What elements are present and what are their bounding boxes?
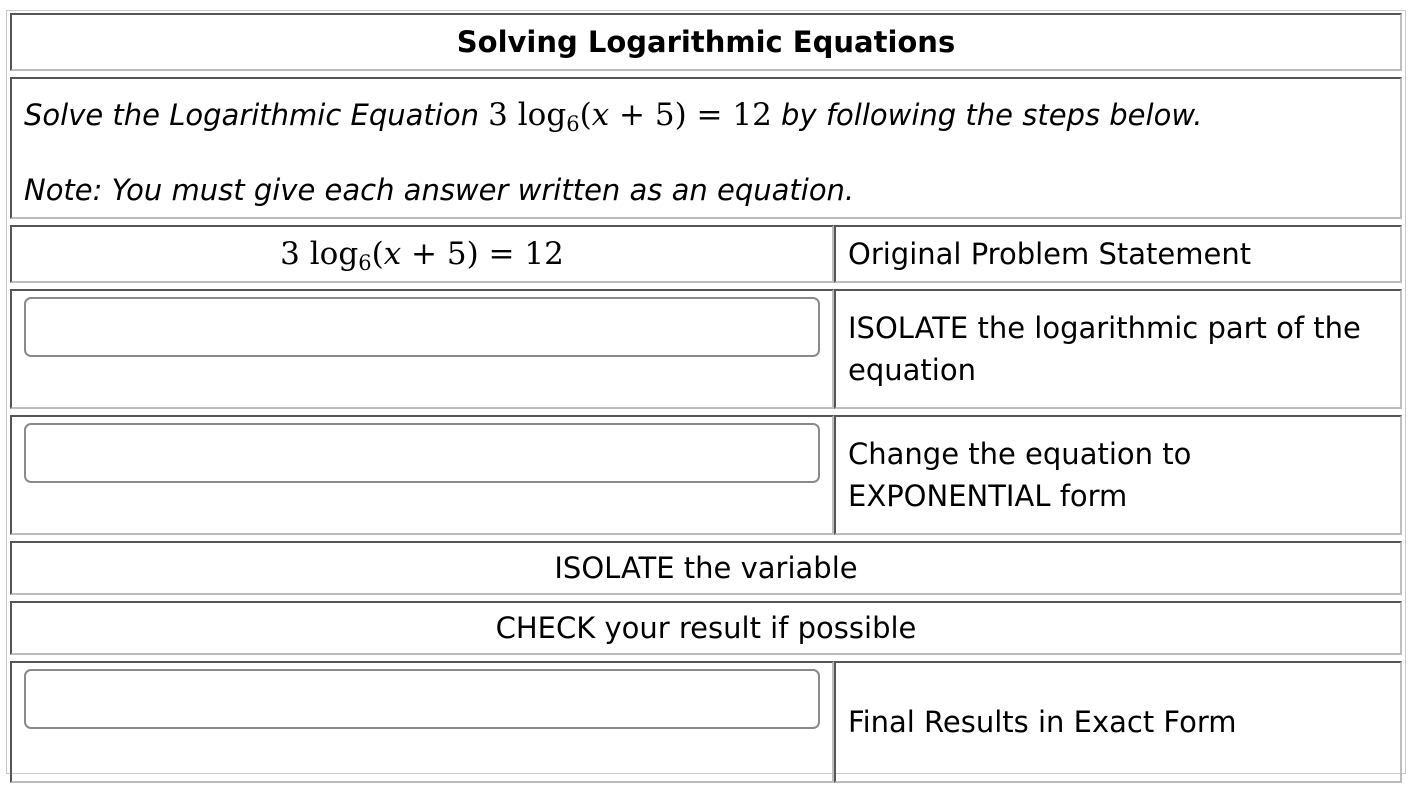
- isolate-log-cell: [10, 289, 834, 409]
- isolate-log-input[interactable]: [24, 297, 820, 357]
- instruction-suffix: by following the steps below.: [771, 97, 1203, 132]
- final-result-input[interactable]: [24, 669, 820, 729]
- instructions: [10, 77, 1402, 219]
- worksheet-title: Solving Logarithmic Equations: [10, 13, 1402, 71]
- final-result-label: Final Results in Exact Form: [834, 661, 1402, 783]
- original-equation: 3 $\log_6(x + 5) = 12$: [10, 225, 834, 283]
- final-cell: [10, 661, 834, 783]
- check-result-label: CHECK your result if possible: [10, 601, 1402, 655]
- exponential-label: Change the equation to EXPONENTIAL form: [834, 415, 1402, 535]
- log-equation-worksheet: [10, 7, 1402, 789]
- exponential-cell: [10, 415, 834, 535]
- original-label: Original Problem Statement: [834, 225, 1402, 283]
- isolate-variable-label: ISOLATE the variable: [10, 541, 1402, 595]
- exponential-input[interactable]: [24, 423, 820, 483]
- instruction-prefix: Solve the Logarithmic Equation: [24, 97, 489, 132]
- instruction-equation: 3 $\log_6(x + 5) = 12$: [488, 96, 772, 136]
- instruction-text: [24, 96, 1388, 135]
- instruction-note: Note: You must give each answer written as an equation.: [24, 173, 855, 208]
- isolate-log-label: ISOLATE the logarithmic part of the equation: [834, 289, 1402, 409]
